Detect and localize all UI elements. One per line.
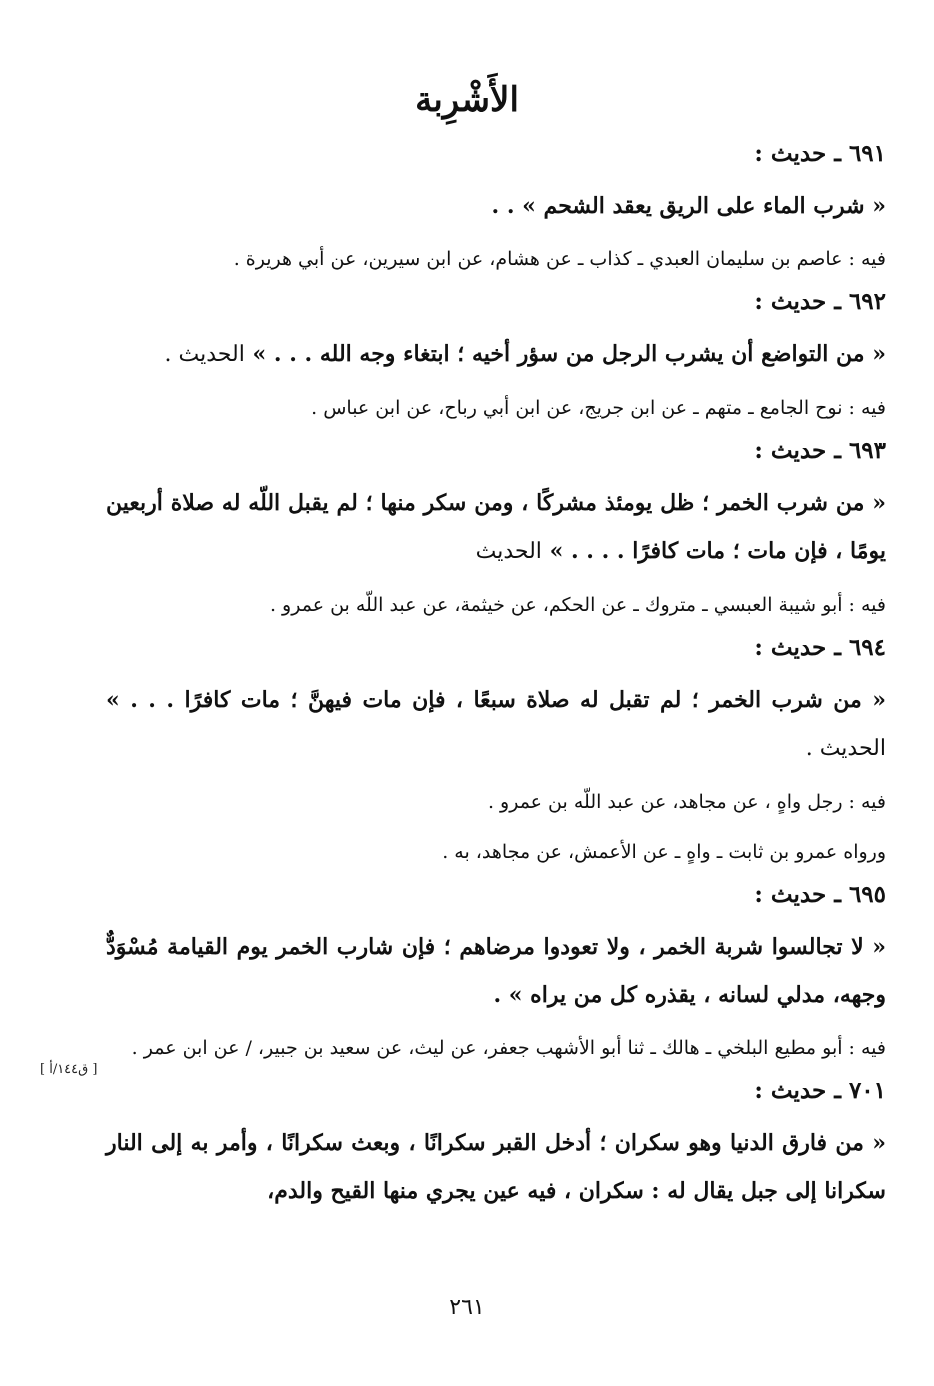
hadith-matn: « من شرب الخمر ؛ لم تقبل له صلاة سبعًا ، فإن مات فيهنَّ ؛ مات كافرًا . . . » (106, 687, 886, 713)
hadith-number-heading: ٦٩٢ ـ حديث : (754, 288, 886, 315)
hadith-matn: « من فارق الدنيا وهو سكران ؛ أدخل القبر سكرانًا ، وبعث سكرانًا ، وأمر به إلى النار سكرانا إلى جبل يقال له : سكران ، فيه عين يجري منها القيح والدم، (106, 1130, 886, 1204)
hadith-text (106, 330, 886, 379)
hadith-matn-tail: الحديث (475, 539, 542, 564)
hadith-entry (106, 1077, 886, 1215)
hadith-matn: « من التواضع أن يشرب الرجل من سؤر أخيه ؛ ابتغاء وجه الله . . . » (252, 341, 886, 367)
hadith-matn: « لا تجالسوا شربة الخمر ، ولا تعودوا مرضاهم ؛ فإن شارب الخمر يوم القيامة مُسْوَدٌّ وجهه، مدلي لسانه ، يقذره كل من يراه » . (106, 934, 886, 1008)
hadith-number-heading: ٦٩٣ ـ حديث : (754, 437, 886, 464)
hadith-matn: « من شرب الخمر ؛ ظل يومئذ مشركًا ، ومن سكر منها ؛ لم يقبل اللّه له صلاة أربعين يومًا ، فإن مات ؛ مات كافرًا . . . . » (106, 490, 886, 564)
hadith-matn-tail: الحديث . (164, 342, 245, 367)
hadith-text (106, 1119, 886, 1215)
hadith-text (106, 676, 886, 773)
hadith-text (106, 182, 886, 230)
hadith-text (106, 479, 886, 576)
hadith-number-heading: ٦٩٥ ـ حديث : (754, 881, 886, 908)
hadith-number-heading: ٧٠١ ـ حديث : (754, 1077, 886, 1104)
hadith-matn-tail: الحديث . (805, 736, 886, 761)
hadith-isnad: فيه : رجل واهٍ ، عن مجاهد، عن عبد اللّه بن عمرو . (487, 791, 886, 813)
page-body (106, 140, 886, 1223)
hadith-entry (106, 634, 886, 873)
hadith-matn: « شرب الماء على الريق يعقد الشحم » . . (491, 193, 886, 219)
manuscript-folio-note: [ ق١٤٤/أ ] (40, 1062, 98, 1077)
hadith-isnad-alt: ورواه عمرو بن ثابت ـ واهٍ ـ عن الأعمش، عن مجاهد، به . (442, 841, 886, 863)
hadith-number-heading: ٦٩١ ـ حديث : (754, 140, 886, 167)
hadith-number-heading: ٦٩٤ ـ حديث : (754, 634, 886, 661)
hadith-isnad: فيه : نوح الجامع ـ متهم ـ عن ابن جريج، عن ابن أبي رباح، عن ابن عباس . (311, 397, 886, 419)
hadith-entry (106, 437, 886, 626)
hadith-entry (106, 288, 886, 429)
hadith-entry (106, 140, 886, 280)
hadith-entry (106, 881, 886, 1069)
page-number: ٢٦١ (449, 1295, 485, 1320)
hadith-isnad: فيه : أبو شيبة العبسي ـ متروك ـ عن الحكم، عن خيثمة، عن عبد اللّه بن عمرو . (269, 594, 886, 616)
chapter-title: الأَشْرِبة (415, 80, 519, 120)
hadith-isnad: فيه : عاصم بن سليمان العبدي ـ كذاب ـ عن هشام، عن ابن سيرين، عن أبي هريرة . (233, 248, 886, 270)
hadith-text (106, 923, 886, 1019)
hadith-isnad: فيه : أبو مطيع البلخي ـ هالك ـ ثنا أبو الأشهب جعفر، عن ليث، عن سعيد بن جبير، / عن ابن عمر . (131, 1037, 886, 1059)
